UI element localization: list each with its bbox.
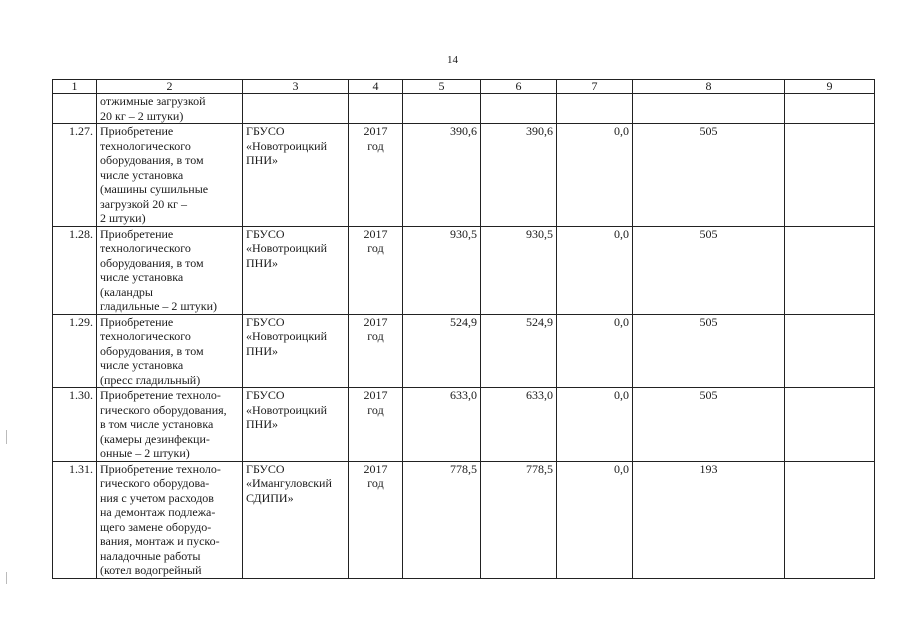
- code-cell: 505: [633, 314, 785, 388]
- year-cell: 2017 год: [349, 124, 403, 227]
- amount-col5-cell: [403, 94, 481, 124]
- year-cell: 2017 год: [349, 461, 403, 578]
- code-cell: 505: [633, 124, 785, 227]
- table-row: [53, 124, 875, 227]
- item-description-cell: Приобретение техноло- гического оборудования, в том числе установка (камеры дезинфекци- онные – 2 штуки): [97, 388, 243, 462]
- row-number-cell: 1.27.: [53, 124, 97, 227]
- scan-edge-mark: [6, 572, 7, 584]
- row-number-cell: [53, 94, 97, 124]
- amount-col6-cell: 930,5: [481, 226, 557, 314]
- header-cell: 1: [53, 80, 97, 94]
- note-cell: [785, 461, 875, 578]
- year-cell: 2017 год: [349, 388, 403, 462]
- note-cell: [785, 314, 875, 388]
- code-cell: [633, 94, 785, 124]
- table-row: [53, 388, 875, 462]
- item-description-cell: Приобретение технологического оборудования, в том числе установка (машины сушильные загрузкой 20 кг – 2 штуки): [97, 124, 243, 227]
- note-cell: [785, 124, 875, 227]
- amount-col6-cell: 390,6: [481, 124, 557, 227]
- organization-cell: ГБУСО «Новотроицкий ПНИ»: [243, 124, 349, 227]
- amount-col7-cell: 0,0: [557, 314, 633, 388]
- table-row: [53, 314, 875, 388]
- amount-col6-cell: 633,0: [481, 388, 557, 462]
- amount-col7-cell: 0,0: [557, 226, 633, 314]
- code-cell: 193: [633, 461, 785, 578]
- year-cell: 2017 год: [349, 226, 403, 314]
- amount-col6-cell: 524,9: [481, 314, 557, 388]
- amount-col7-cell: 0,0: [557, 388, 633, 462]
- organization-cell: ГБУСО «Новотроицкий ПНИ»: [243, 226, 349, 314]
- amount-col5-cell: 390,6: [403, 124, 481, 227]
- organization-cell: ГБУСО «Имангуловский СДИПИ»: [243, 461, 349, 578]
- code-cell: 505: [633, 226, 785, 314]
- row-number-cell: 1.28.: [53, 226, 97, 314]
- row-number-cell: 1.29.: [53, 314, 97, 388]
- table-row: [53, 461, 875, 578]
- amount-col5-cell: 930,5: [403, 226, 481, 314]
- header-cell: 6: [481, 80, 557, 94]
- year-cell: [349, 94, 403, 124]
- organization-cell: ГБУСО «Новотроицкий ПНИ»: [243, 314, 349, 388]
- item-description-cell: Приобретение технологического оборудования, в том числе установка (каландры гладильные – 2 штуки): [97, 226, 243, 314]
- item-description-cell: отжимные загрузкой 20 кг – 2 штуки): [97, 94, 243, 124]
- item-description-cell: Приобретение технологического оборудования, в том числе установка (пресс гладильный): [97, 314, 243, 388]
- table-row: [53, 226, 875, 314]
- note-cell: [785, 94, 875, 124]
- budget-table: [52, 79, 875, 579]
- amount-col5-cell: 778,5: [403, 461, 481, 578]
- amount-col5-cell: 524,9: [403, 314, 481, 388]
- amount-col7-cell: 0,0: [557, 124, 633, 227]
- year-cell: 2017 год: [349, 314, 403, 388]
- row-number-cell: 1.31.: [53, 461, 97, 578]
- header-cell: 9: [785, 80, 875, 94]
- note-cell: [785, 388, 875, 462]
- scan-edge-mark: [6, 430, 7, 444]
- header-cell: 5: [403, 80, 481, 94]
- amount-col6-cell: 778,5: [481, 461, 557, 578]
- header-cell: 8: [633, 80, 785, 94]
- amount-col7-cell: 0,0: [557, 461, 633, 578]
- header-cell: 4: [349, 80, 403, 94]
- header-cell: 2: [97, 80, 243, 94]
- header-row: [53, 80, 875, 94]
- organization-cell: [243, 94, 349, 124]
- code-cell: 505: [633, 388, 785, 462]
- table-body: [53, 80, 875, 579]
- item-description-cell: Приобретение техноло- гического оборудова- ния с учетом расходов на демонтаж подлежа- щего замене оборудо- вания, монтаж и пуско- наладочные работы (котел водогрейный: [97, 461, 243, 578]
- row-number-cell: 1.30.: [53, 388, 97, 462]
- page-number: 14: [447, 54, 458, 66]
- organization-cell: ГБУСО «Новотроицкий ПНИ»: [243, 388, 349, 462]
- amount-col7-cell: [557, 94, 633, 124]
- header-cell: 7: [557, 80, 633, 94]
- table-row: [53, 94, 875, 124]
- header-cell: 3: [243, 80, 349, 94]
- amount-col6-cell: [481, 94, 557, 124]
- amount-col5-cell: 633,0: [403, 388, 481, 462]
- note-cell: [785, 226, 875, 314]
